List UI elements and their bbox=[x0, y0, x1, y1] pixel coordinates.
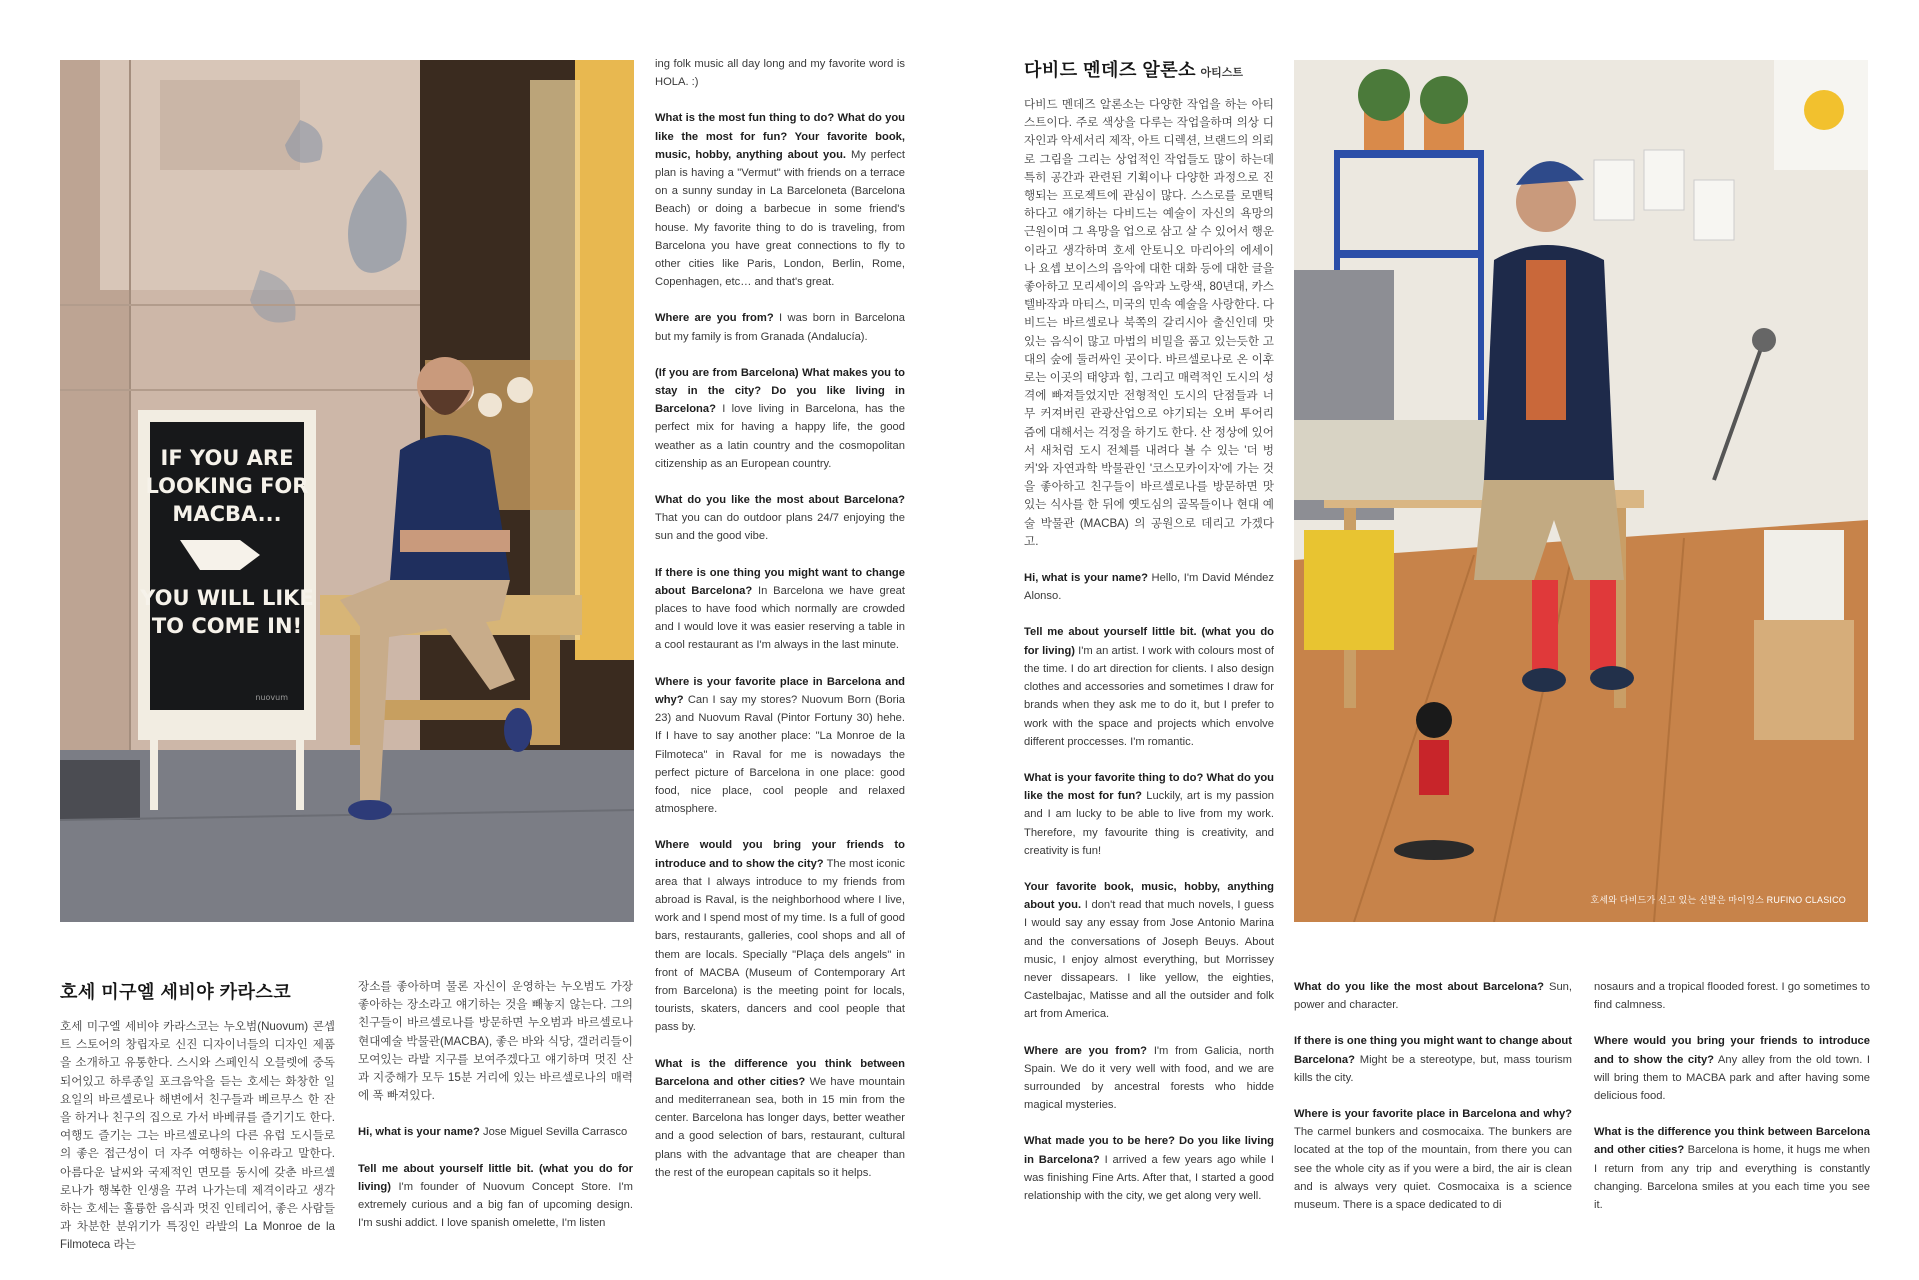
left-qa-name: Hi, what is your name? Jose Miguel Sevilla Carrasco bbox=[358, 1126, 628, 1139]
right-left-qa-3 bbox=[1024, 878, 1274, 1024]
left-title: 호세 미구엘 세비야 카라스코 bbox=[60, 982, 292, 1002]
left-right-qa-7 bbox=[655, 836, 905, 1036]
photo-caption: 호세와 다비드가 신고 있는 신발은 마이잉스 RUFINO CLASICO bbox=[1590, 895, 1846, 905]
answer: Hello, I'm David Méndez Alonso. bbox=[1024, 572, 1274, 603]
question: Where is your favorite place in Barcelona and why? bbox=[655, 675, 905, 706]
question: What is the difference you think between Barcelona and other cities? bbox=[655, 1057, 905, 1088]
sign-brand: nuovum bbox=[255, 693, 288, 702]
mickey-figure bbox=[1416, 702, 1452, 738]
right-title bbox=[1024, 56, 1243, 82]
answer: That you can do outdoor plans 24/7 enjoying the sun and the good vibe. bbox=[655, 512, 905, 543]
question: What made you to be here? Do you like living in Barcelona? bbox=[1024, 1135, 1274, 1166]
photo-jose-storefront bbox=[60, 60, 634, 922]
left-intro-ko-cont: 장소를 좋아하며 물론 자신이 운영하는 누오범도 가장 좋아하는 장소라고 얘기하는 것을 빼놓지 않는다. 그의 친구들이 바르셀로나를 방문하면 누오범과 바르셀로나 현대예술 박물관(MACBA), 좋은 바와 식당, 갤러리들이 모여있는 라발 지구를 보여주겠다고 얘기하며 멋진 산과 지중해가 모두 15분 거리에 있는 바르셀로나의 매력에 푹 빠져있다. bbox=[358, 980, 633, 1103]
right-col-left bbox=[1024, 96, 1274, 1223]
question: Where are you from? bbox=[655, 312, 774, 325]
sign-line-1: IF YOU ARE bbox=[160, 446, 294, 470]
question: Where are you from? bbox=[1024, 1044, 1147, 1057]
photo-david-studio bbox=[1294, 60, 1868, 922]
right-left-qa-2 bbox=[1024, 769, 1274, 860]
answer: In Barcelona we have great places to have food which normally are crowded and I would love it was easier reserving a table in a cool restaurant as I'm always in the last minute. bbox=[655, 584, 905, 652]
answer: My perfect plan is having a "Vermut" with friends on a terrace on a sunny sunday in La Barceloneta (Barcelona Beach) or doing a barbecue in some friend's house. My favorite thing to do is traveling, from Barcelona you have great connections to fly to other cities like Paris, London, Berlin, Rome, Copenhagen, etc… and that's great. bbox=[655, 148, 905, 289]
question: Where would you bring your friends to introduce and to show the city? bbox=[655, 839, 905, 870]
smiley-icon bbox=[1804, 90, 1844, 130]
question: Hi, what is your name? bbox=[1024, 572, 1148, 585]
question: If there is one thing you might want to change about Barcelona? bbox=[655, 566, 905, 597]
left-col-right bbox=[655, 55, 905, 1200]
question: What do you like the most about Barcelona? bbox=[1294, 981, 1544, 993]
sign-line-3: MACBA... bbox=[172, 502, 282, 526]
right-right-qa-0 bbox=[1594, 978, 1870, 1014]
left-intro-ko: 호세 미구엘 세비야 카라스코는 누오범(Nuovum) 콘셉트 스토어의 창립자로 신진 디자이너들의 디자인 제품을 소개하고 유통한다. 스시와 스페인식 오믈렛에 중독되어있고 하루종일 포크음악을 듣는 호세는 화창한 일요일의 바르셀로나 해변에서 친구들과 베르무스 한 잔을 하거나 친구의 집으로 가서 바베큐를 즐기기도 한다. 여행도 즐기는 그는 바르셀로나의 다른 유럽 도시들로의 좋은 접근성이 더 자주 여행하는 이유라고 말한다. 아름다운 날씨와 국제적인 면모를 동시에 갖춘 바르셀로나가 행복한 인생을 꾸려 나가는데 제격이라고 생각하는 호세는 훌륭한 음식과 멋진 인테리어, 좋은 사람들과 차분한 분위기가 특징인 라발의 La Monroe de la Filmoteca 라는 bbox=[60, 1020, 335, 1252]
answer: I'm an artist. I work with colours most of the time. I do art direction for clients. I also design clothes and accessories and sometimes I draw for brands when they ask me to do it, but I prefer to work with the space and projects which envolve different proccesses. I'm romantic. bbox=[1024, 644, 1274, 748]
left-right-qa-6 bbox=[655, 673, 905, 819]
right-right-qa-1 bbox=[1594, 1032, 1870, 1105]
left-right-qa-2 bbox=[655, 309, 905, 345]
question: Tell me about yourself little bit. (what you do for living) bbox=[1024, 626, 1274, 657]
answer: We have mountain and mediterranean sea, both in 15 min from the center. Barcelona has longer days, better weather and a good selection of bars, restaurant, cultural plans with the advantage that are cheaper than the rest of the european capitals so it helps. bbox=[655, 1075, 905, 1179]
question: What is the difference you think between Barcelona and other cities? bbox=[1594, 1126, 1870, 1157]
left-right-qa-5 bbox=[655, 564, 905, 655]
left-right-qa-3 bbox=[655, 364, 905, 473]
right-col-mid bbox=[1294, 978, 1572, 1232]
right-left-qa-4 bbox=[1024, 1042, 1274, 1115]
answer: The most iconic area that I always introduce to my friends from abroad is Raval, is the neighborhood where I live, work and I spend most of my time. Is a full of good bars, restaurants, galleries, cool shops and all of them are locals. Specially "Plaça dels angels" in front of MACBA (Museum of Contemporary Art from Barcelona) is the meeting point for locals, tourists, skaters, dancers and cool people that pass by. bbox=[655, 857, 906, 1034]
question: What do you like the most about Barcelona? bbox=[655, 494, 905, 507]
left-qa-about: Tell me about yourself little bit. (what you do for living) I'm founder of Nuovum Concept Store. I'm extremely curious and a big fan of upcoming design. I'm sushi addict. I love spanish omelette, I'm listen bbox=[358, 1162, 633, 1230]
right-title-sub: 아티스트 bbox=[1200, 67, 1243, 79]
answer: Can I say my stores? Nuovum Born (Boria 23) and Nuovum Raval (Pintor Fortuny 30) hehe. If I have to say another place: "La Monroe de la Filmoteca" in Raval for me is nowadays the perfect picture of Barcelona in one place: good food, nice place, cool people and relaxed atmosphere. bbox=[655, 693, 906, 816]
left-col-middle bbox=[358, 978, 633, 1250]
question: What is your favorite thing to do? What do you like the most for fun? bbox=[1024, 771, 1274, 803]
answer: ing folk music all day long and my favorite word is HOLA. :) bbox=[655, 58, 905, 89]
question: Your favorite book, music, hobby, anything about you. bbox=[1024, 880, 1274, 912]
question: Where is your favorite place in Barcelona and why? bbox=[1294, 1108, 1572, 1121]
answer: Luckily, art is my passion and I am lucky to be able to live from my work. Therefore, my favourite thing is creativity, and creativity is fun! bbox=[1024, 790, 1275, 857]
left-right-qa-8 bbox=[655, 1055, 905, 1182]
sign-line-5: TO COME IN! bbox=[151, 614, 303, 638]
question: What is the most fun thing to do? What do you like the most for fun? Your favorite book, music, hobby, anything about you. bbox=[655, 112, 905, 161]
right-right-qa-2 bbox=[1594, 1123, 1870, 1214]
right-title-name: 다비드 멘데즈 알론소 bbox=[1024, 60, 1196, 80]
left-right-qa-1 bbox=[655, 109, 905, 291]
right-mid-qa-1 bbox=[1294, 1032, 1572, 1087]
answer: Barcelona is home, it hugs me when I return from any trip and everything is constantly changing. Barcelona smiles at you each time you see it. bbox=[1594, 1144, 1870, 1212]
sign-line-2: LOOKING FOR bbox=[145, 474, 309, 498]
answer: The carmel bunkers and cosmocaixa. The bunkers are located at the top of the mountain, from there you can see the whole city as if you were a bird, the air is clean and is always very quiet. Cosmocaixa is a science museum. There is a space dedicated to di bbox=[1294, 1126, 1572, 1212]
right-left-qa-5 bbox=[1024, 1132, 1274, 1205]
answer: I don't read that much novels, I guess I would say any essay from Jose Antonio Marina and the conversations of Joseph Beuys. About music, I enjoy almost everything, but Morrissey never dissapears. I like yellow, the eighties, Castelbajac, Matisse and all the outsider and folk art from America. bbox=[1024, 899, 1275, 1021]
left-right-qa-4 bbox=[655, 491, 905, 546]
right-left-qa-1 bbox=[1024, 623, 1274, 750]
right-left-qa-0 bbox=[1024, 569, 1274, 605]
question: If there is one thing you might want to change about Barcelona? bbox=[1294, 1035, 1572, 1066]
storefront-illustration bbox=[60, 60, 634, 922]
answer: Any alley from the old town. I will bring them to MACBA park and after having some delicious food. bbox=[1594, 1053, 1870, 1103]
answer: I'm from Galicia, north Spain. We do it very well with food, and we are surrounded by ancestral forests who hidde magical mysteries. bbox=[1024, 1044, 1274, 1112]
answer: Might be a stereotype, but, mass tourism kills the city. bbox=[1294, 1053, 1573, 1084]
right-col-right bbox=[1594, 978, 1870, 1232]
answer: I was born in Barcelona but my family is from Granada (Andalucía). bbox=[655, 312, 905, 343]
left-right-qa-0 bbox=[655, 55, 905, 91]
question: Where would you bring your friends to introduce and to show the city? bbox=[1594, 1035, 1870, 1066]
answer: I arrived a few years ago while I was finishing Fine Arts. After that, I started a good relationship with the city, we get along very well. bbox=[1024, 1153, 1274, 1202]
answer: Sun, power and character. bbox=[1294, 981, 1572, 1012]
sign-line-4: YOU WILL LIKE bbox=[140, 586, 314, 610]
studio-illustration bbox=[1294, 60, 1868, 922]
question: (If you are from Barcelona) What makes you to stay in the city? Do you like living in Barcelona? bbox=[655, 366, 905, 416]
answer: nosaurs and a tropical flooded forest. I go sometimes to find calmness. bbox=[1594, 981, 1870, 1012]
answer: I love living in Barcelona, has the perfect mix for having a happy life, the good weather as a latin country and the cosmopolitan citizenship as an European country. bbox=[655, 403, 905, 470]
right-intro-ko: 다비드 멘데즈 알론소는 다양한 작업을 하는 아티스트이다. 주로 색상을 다루는 작업을하며 의상 디자인과 악세서리 제작, 아트 디렉션, 브랜드의 의뢰로 그림을 그리는 상업적인 작업들도 많이 하는데 특히 공간과 관련된 기획이나 다양한 과정으로 진행되는 프로젝트에 관심이 많다. 스스로를 로맨틱하다고 얘기하는 다비드는 예술이 자신의 욕망의 근원이며 그 욕망을 업으로 삼고 살 수 있어서 행운이라고 생각하며 호세 안토니오 마리아의 에세이나 요셉 보이스의 음악에 대한 대화 등에 대한 글을 좋아하고 모리세이의 음악과 노랑색, 80년대, 카스텔바작과 마티스, 미국의 민속 예술을 사랑한다. 다비드는 바르셀로나 북쪽의 갈리시아 출신인데 맛있는 음식이 많고 마법의 비밀을 품고 있는듯한 고대의 숲에 둘러싸인 곳이다. 바르셀로나로 온 이후로는 이곳의 태양과 힘, 그리고 매력적인 도시의 성격에 빠져들었지만 전형적인 도시의 단점들과 너무 커져버린 관광산업으로 야기되는 오버 투어리즘에 대해서는 걱정을 하기도 한다. 산 정상에 있어서 새처럼 도시 전체를 내려다 볼 수 있는 '더 벙커'와 자연과학 박물관인 '코스모카이자'에 가는 것을 좋아하고 친구들이 바르셀로나를 방문하면 맛있는 식사를 한 뒤에 옛도심의 골목들이나 현대 예술 박물관 (MACBA) 의 공원으로 데리고 가겠다고. bbox=[1024, 98, 1274, 548]
right-mid-qa-2 bbox=[1294, 1105, 1572, 1214]
right-mid-qa-0 bbox=[1294, 978, 1572, 1014]
